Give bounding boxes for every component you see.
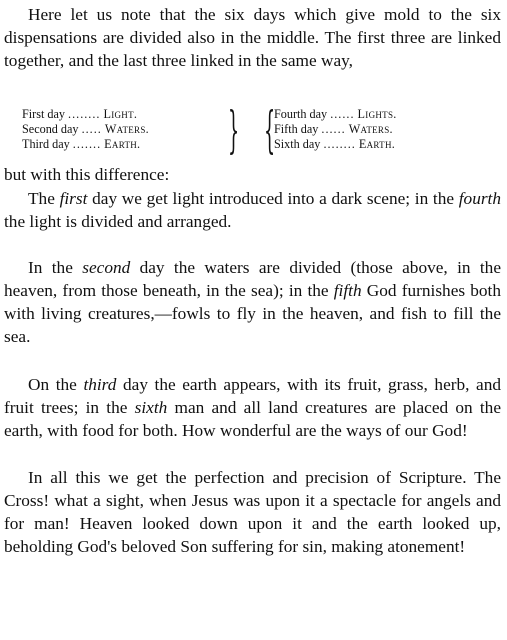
emphasis-word: second [82,258,131,277]
paragraph-third-sixth [4,373,501,442]
day-row [22,122,232,137]
day-row [274,122,504,137]
day-label: Fourth day [274,107,328,121]
text-run: The [28,189,60,208]
day-row [22,137,232,152]
day-value: Lights. [357,107,397,121]
emphasis-word: first [59,189,88,208]
text-run: In the [28,258,83,277]
text-run: day we get light introduced into a dark scene; in the [87,189,459,208]
days-table-left-column [22,107,232,152]
day-value: Light. [103,107,138,121]
leader-dots: ..... [81,122,102,136]
text-run: man and all land creatures are placed on the earth, with food for both. How wonderful are the ways of our God! [4,398,501,440]
paragraph-second-fifth [4,256,501,348]
emphasis-word: third [83,375,117,394]
day-label: Third day [22,137,70,151]
paragraph-intro: Here let us note that the six days which give mold to the six dispensations are divided also in the middle. The first three are linked together, and the last three linked in the same way, [4,5,501,70]
day-row [22,107,232,122]
paragraph-continuation: but with this difference: [4,165,170,184]
text-run: day the waters are divided (those above, in the heaven, from those beneath, in the sea); in the [4,258,501,300]
paragraph-first-fourth [4,187,501,233]
leader-dots: ...... [321,122,346,136]
day-row [274,137,504,152]
text-run: On the [28,375,84,394]
day-value: Waters. [104,122,150,136]
emphasis-word: fifth [333,281,362,300]
day-value: Earth. [358,137,396,151]
closing-brace: } [228,101,240,159]
text-run: God furnishes both with living creatures,—fowls to fly in the heaven, and fish to fill the sea. [4,281,501,346]
days-table-right-column [274,107,504,152]
leader-dots: ........ [68,107,101,121]
paragraph-conclusion: In all this we get the perfection and precision of Scripture. The Cross! what a sight, when Jesus was upon it a spectacle for angels and for man! Heaven looked down upon it and the earth looked up, beholding God's beloved Son suffering for sin, making atonement! [4,468,501,556]
text-run: day the earth appears, with its fruit, grass, herb, and fruit trees; in the [4,375,502,417]
opening-brace: { [264,101,276,159]
day-label: First day [22,107,65,121]
days-table [22,101,502,159]
day-value: Earth. [104,137,141,151]
leader-dots: ...... [330,107,355,121]
day-label: Fifth day [274,122,319,136]
day-value: Waters. [348,122,393,136]
emphasis-word: fourth [458,189,501,208]
text-run: the light is divided and arranged. [4,212,232,231]
day-row [274,107,504,122]
leader-dots: ........ [323,137,356,151]
emphasis-word: sixth [134,398,168,417]
leader-dots: ....... [72,137,102,151]
day-label: Second day [22,122,79,136]
day-label: Sixth day [274,137,321,151]
